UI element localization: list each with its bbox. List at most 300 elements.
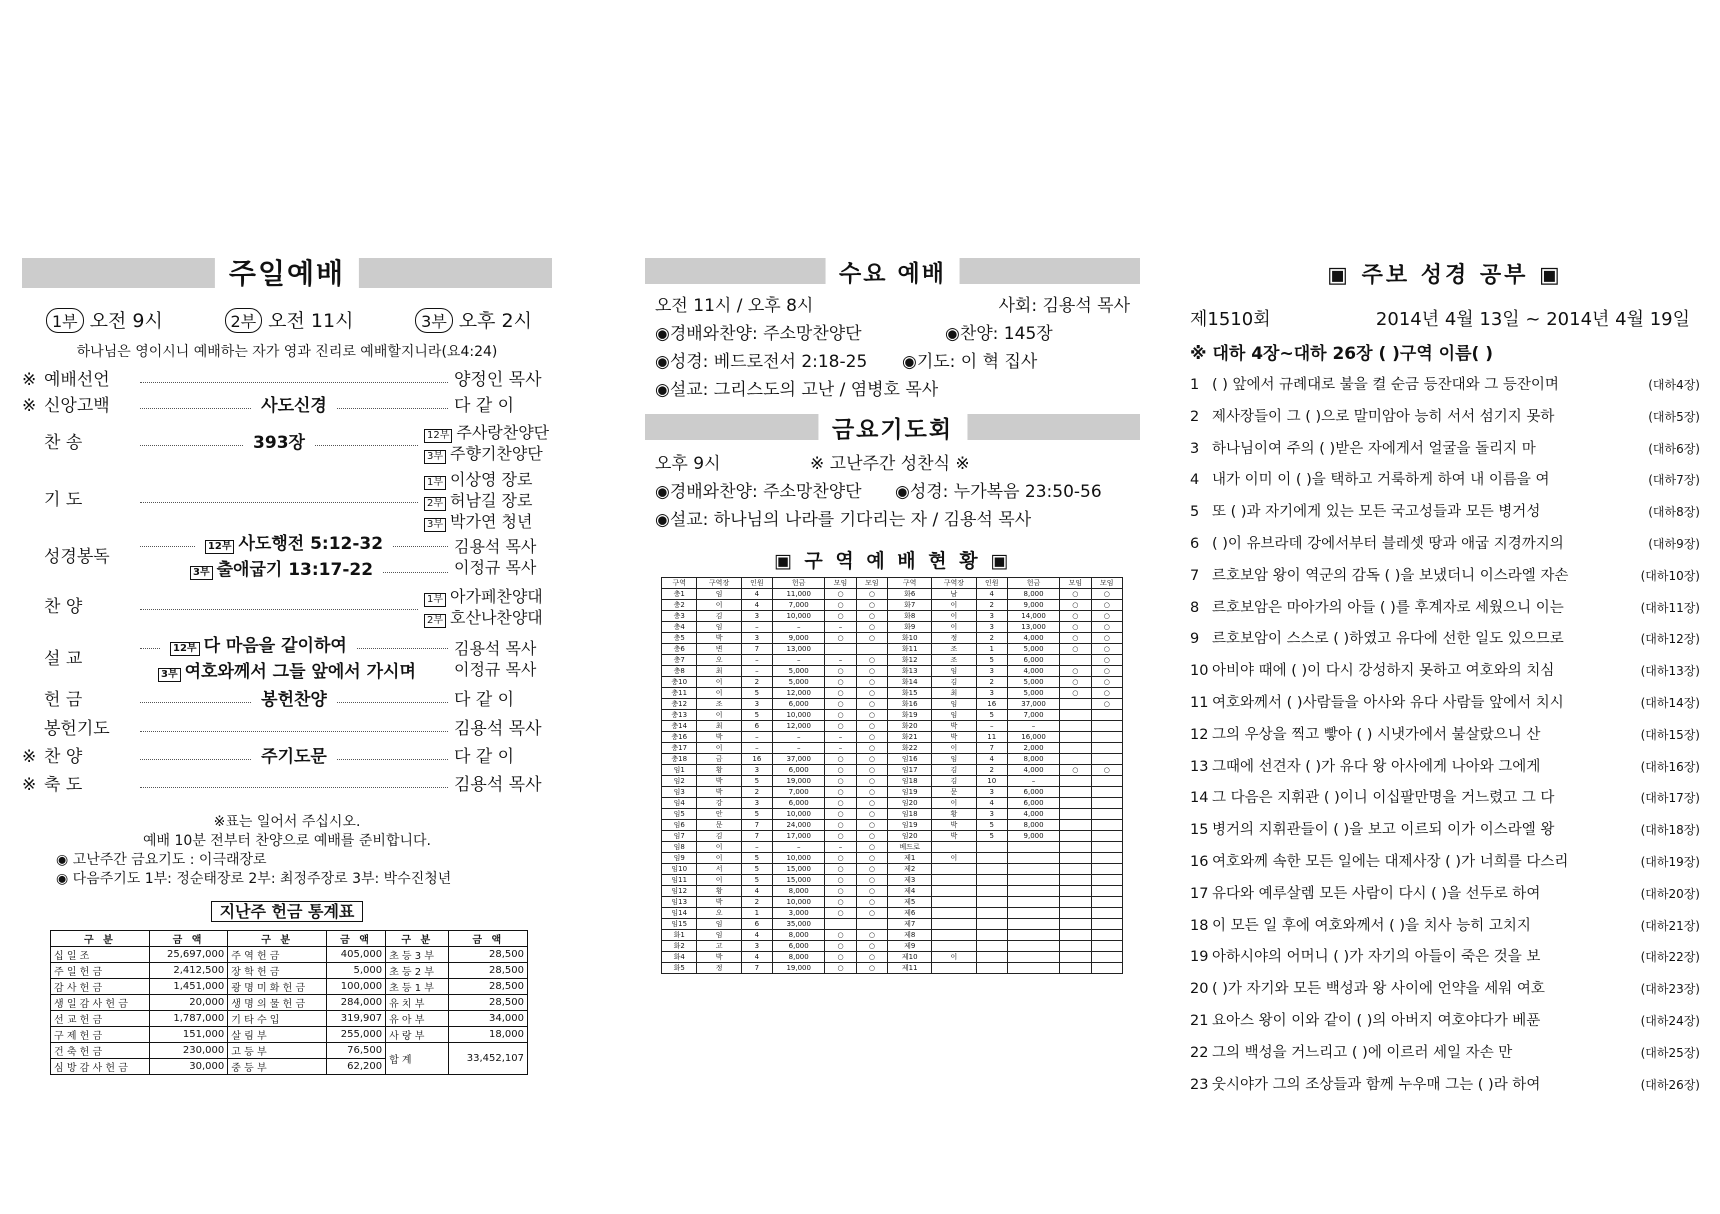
- study-range: ※ 대하 4장~대하 26장 ( )구역 이름( ): [1190, 344, 1493, 364]
- district-cell: 충18: [662, 754, 697, 765]
- district-cell: 6: [741, 721, 772, 732]
- offering-cell: 기 타 수 입: [228, 1011, 327, 1027]
- question-reference: (대하22장): [1640, 950, 1700, 965]
- district-cell: 5: [741, 688, 772, 699]
- district-cell: 9,000: [1007, 831, 1059, 842]
- district-cell: ○: [856, 732, 887, 743]
- district-cell: 임1: [662, 765, 697, 776]
- district-cell: 15,000: [773, 864, 825, 875]
- district-cell: ○: [825, 930, 856, 941]
- question-reference: (대하19장): [1640, 854, 1700, 869]
- district-row: [662, 831, 1123, 842]
- offering-row: [51, 979, 528, 995]
- question-number: 6: [1190, 535, 1200, 552]
- district-cell: [1007, 919, 1059, 930]
- district-cell: ○: [856, 798, 887, 809]
- district-cell: 박: [697, 633, 741, 644]
- district-cell: ○: [825, 754, 856, 765]
- district-cell: 충2: [662, 600, 697, 611]
- question-text: 여호와께서 ( )사람들을 아사와 유다 사람들 앞에서 치시: [1212, 694, 1564, 711]
- question-number: 9: [1190, 631, 1200, 648]
- question-reference: (대하20장): [1640, 886, 1700, 901]
- question-reference: (대하12장): [1640, 632, 1700, 647]
- district-cell: [976, 919, 1007, 930]
- district-cell: 변: [697, 644, 741, 655]
- district-title: ▣ 구 역 예 배 현 황 ▣: [773, 550, 1012, 572]
- district-cell: ○: [856, 666, 887, 677]
- service-time-1: 1부 오전 9시: [46, 306, 163, 333]
- offering-header-cell: 금 액: [149, 931, 228, 947]
- district-cell: 5: [741, 875, 772, 886]
- offering-title: 지난주 헌금 통계표: [22, 899, 552, 922]
- district-cell: [1060, 831, 1091, 842]
- district-cell: –: [773, 622, 825, 633]
- offering-cell: 28,500: [449, 947, 528, 963]
- district-cell: [1060, 809, 1091, 820]
- district-cell: [1060, 908, 1091, 919]
- question-number: 3: [1190, 440, 1200, 457]
- district-cell: [932, 919, 976, 930]
- district-cell: [1060, 930, 1091, 941]
- district-cell: ○: [825, 831, 856, 842]
- district-cell: ○: [1060, 633, 1091, 644]
- district-cell: ○: [1091, 677, 1122, 688]
- district-cell: ○: [1060, 644, 1091, 655]
- district-cell: 충14: [662, 721, 697, 732]
- question-text: 르호보암은 마아가의 아들 ( )를 후계자로 세웠으니 이는: [1212, 599, 1564, 616]
- order-row-praise: 찬 양 1부 아가페찬양대 2부 호산나찬양대: [44, 587, 543, 627]
- question-reference: (대하21장): [1640, 918, 1700, 933]
- district-cell: 6,000: [1007, 798, 1059, 809]
- district-cell: [856, 919, 887, 930]
- district-cell: 김: [697, 831, 741, 842]
- study-title: ▣ 주보 성경 공부 ▣: [1327, 263, 1563, 288]
- district-header-cell: 인원: [976, 578, 1007, 589]
- district-cell: 이: [697, 600, 741, 611]
- district-cell: 2: [741, 677, 772, 688]
- district-cell: –: [741, 732, 772, 743]
- question-item: [1190, 688, 1700, 720]
- district-cell: [1091, 820, 1122, 831]
- question-reference: (대하14장): [1640, 695, 1700, 710]
- district-cell: 제1: [888, 853, 932, 864]
- district-cell: 이: [697, 853, 741, 864]
- offering-cell: 255,000: [327, 1027, 386, 1043]
- district-cell: 충5: [662, 633, 697, 644]
- district-cell: 이: [932, 622, 976, 633]
- district-cell: 16: [741, 754, 772, 765]
- question-number: 13: [1190, 758, 1209, 775]
- order-row: ※ 신앙고백 사도신경 다 같 이: [22, 396, 515, 416]
- district-cell: 임: [932, 754, 976, 765]
- district-cell: [1007, 864, 1059, 875]
- offering-cell: 초 등 1 부: [386, 979, 449, 995]
- district-cell: 김: [932, 776, 976, 787]
- district-cell: 충1: [662, 589, 697, 600]
- district-cell: –: [741, 622, 772, 633]
- district-cell: ○: [825, 787, 856, 798]
- order-row-reading: 성경봉독 12부 사도행전 5:12-32 3부 출애굽기 13:17-22 김용석 목사 이정규 목사: [44, 534, 537, 580]
- district-cell: 임15: [662, 919, 697, 930]
- district-cell: 3: [976, 622, 1007, 633]
- friday-title: 금요기도회: [818, 411, 967, 444]
- district-cell: 화6: [888, 589, 932, 600]
- question-reference: (대하18장): [1640, 823, 1700, 838]
- district-cell: 3: [741, 765, 772, 776]
- district-cell: 11: [976, 732, 1007, 743]
- offering-cell: 1,451,000: [149, 979, 228, 995]
- district-cell: 9,000: [773, 633, 825, 644]
- district-cell: ○: [856, 886, 887, 897]
- offering-header-cell: 구 분: [228, 931, 327, 947]
- district-cell: –: [741, 842, 772, 853]
- district-cell: 2: [976, 677, 1007, 688]
- district-cell: [1007, 952, 1059, 963]
- district-cell: 2: [976, 633, 1007, 644]
- district-cell: 최: [697, 721, 741, 732]
- district-cell: 임18: [888, 776, 932, 787]
- question-number: 22: [1190, 1044, 1209, 1061]
- district-cell: –: [773, 743, 825, 754]
- district-cell: ○: [825, 721, 856, 732]
- district-cell: ○: [825, 864, 856, 875]
- district-cell: 임6: [662, 820, 697, 831]
- district-cell: 화22: [888, 743, 932, 754]
- district-cell: ○: [825, 963, 856, 974]
- question-item: [1190, 911, 1700, 943]
- district-cell: 임: [697, 930, 741, 941]
- district-cell: –: [773, 732, 825, 743]
- district-cell: ○: [825, 941, 856, 952]
- district-cell: 5: [976, 655, 1007, 666]
- district-row: [662, 864, 1123, 875]
- district-cell: ○: [856, 710, 887, 721]
- district-cell: 8,000: [773, 886, 825, 897]
- district-cell: 충12: [662, 699, 697, 710]
- district-cell: 5: [741, 853, 772, 864]
- district-cell: 박: [697, 776, 741, 787]
- district-cell: 황: [932, 809, 976, 820]
- offering-cell: 319,907: [327, 1011, 386, 1027]
- question-number: 21: [1190, 1012, 1209, 1029]
- question-item: [1190, 624, 1700, 656]
- district-cell: 조: [932, 655, 976, 666]
- district-cell: [1091, 842, 1122, 853]
- district-cell: ○: [856, 853, 887, 864]
- order-row: ※ 예배선언 양정인 목사: [22, 370, 542, 390]
- district-cell: ○: [825, 908, 856, 919]
- district-cell: [1060, 952, 1091, 963]
- order-row-hymn: 찬 송 393장 12부 주사랑찬양단 3부 주향기찬양단: [44, 423, 550, 463]
- offering-cell: 고 등 부: [228, 1043, 327, 1059]
- district-cell: [1060, 842, 1091, 853]
- district-header-cell: 구역: [662, 578, 697, 589]
- question-text: 르호보암 왕이 역군의 감독 ( )을 보냈더니 이스라엘 자손: [1212, 567, 1569, 584]
- district-cell: 문: [697, 820, 741, 831]
- question-text: 병거의 지휘관들이 ( )을 보고 이르되 이가 이스라엘 왕: [1212, 822, 1555, 839]
- offering-cell: 건 축 헌 금: [51, 1043, 150, 1059]
- district-cell: 임19: [888, 787, 932, 798]
- district-row: [662, 798, 1123, 809]
- question-item: [1190, 815, 1700, 847]
- district-cell: [1060, 710, 1091, 721]
- district-row: [662, 600, 1123, 611]
- district-cell: 임13: [662, 897, 697, 908]
- district-cell: –: [825, 743, 856, 754]
- district-cell: 서: [697, 864, 741, 875]
- district-cell: 김: [697, 611, 741, 622]
- district-cell: –: [741, 655, 772, 666]
- question-item: [1190, 497, 1700, 529]
- question-number: 14: [1190, 790, 1209, 807]
- offering-cell: 76,500: [327, 1043, 386, 1059]
- district-cell: 16: [976, 699, 1007, 710]
- district-row: [662, 655, 1123, 666]
- district-cell: 황: [697, 886, 741, 897]
- offering-cell: 초 등 3 부: [386, 947, 449, 963]
- district-cell: 임: [697, 589, 741, 600]
- district-header-cell: 모임: [1091, 578, 1122, 589]
- district-cell: ○: [1060, 677, 1091, 688]
- district-cell: ○: [856, 622, 887, 633]
- district-cell: ○: [1060, 666, 1091, 677]
- district-cell: ○: [1091, 765, 1122, 776]
- district-cell: 3: [741, 798, 772, 809]
- district-cell: 37,000: [1007, 699, 1059, 710]
- district-cell: 남: [932, 589, 976, 600]
- district-row: [662, 743, 1123, 754]
- question-item: [1190, 974, 1700, 1006]
- offering-header-cell: 금 액: [449, 931, 528, 947]
- district-cell: 7: [741, 644, 772, 655]
- district-cell: 박: [932, 820, 976, 831]
- district-cell: 4: [976, 754, 1007, 765]
- district-table: [661, 577, 1123, 974]
- district-cell: 이: [932, 611, 976, 622]
- district-cell: 5: [741, 776, 772, 787]
- district-cell: ○: [825, 600, 856, 611]
- question-number: 7: [1190, 567, 1200, 584]
- offering-cell: 100,000: [327, 979, 386, 995]
- district-cell: 8,000: [773, 930, 825, 941]
- district-cell: 최: [697, 666, 741, 677]
- question-text: 내가 이미 이 ( )을 택하고 거룩하게 하여 내 이름을 여: [1212, 472, 1550, 489]
- question-reference: (대하7장): [1648, 473, 1700, 488]
- district-cell: 12,000: [773, 688, 825, 699]
- question-text: ( ) 앞에서 규례대로 불을 켤 순금 등잔대와 그 등잔이며: [1212, 377, 1559, 393]
- district-cell: [1060, 886, 1091, 897]
- district-cell: 19,000: [773, 963, 825, 974]
- district-cell: 박: [932, 831, 976, 842]
- district-cell: 제2: [888, 864, 932, 875]
- friday-details: 오후 9시 ※ 고난주간 성찬식 ※ ◉경배와찬양: 주소망찬양단 ◉성경: 누가복음 23:50-56 ◉설교: 하나님의 나라를 기다리는 자 / 김용석 목사: [655, 454, 1102, 530]
- question-number: 19: [1190, 949, 1209, 966]
- district-row: [662, 875, 1123, 886]
- district-row: [662, 776, 1123, 787]
- offering-header-row: [51, 931, 528, 947]
- district-cell: 화5: [662, 963, 697, 974]
- district-cell: ○: [1060, 688, 1091, 699]
- district-row: [662, 941, 1123, 952]
- district-cell: ○: [1060, 611, 1091, 622]
- district-cell: ○: [856, 952, 887, 963]
- district-cell: 화15: [888, 688, 932, 699]
- district-cell: ○: [825, 853, 856, 864]
- district-cell: ○: [825, 699, 856, 710]
- question-text: ( )이 유브라데 강에서부터 블레셋 땅과 애굽 지경까지의: [1212, 535, 1564, 552]
- district-cell: 5,000: [773, 666, 825, 677]
- question-reference: (대하25장): [1640, 1045, 1700, 1060]
- district-cell: –: [741, 666, 772, 677]
- district-cell: –: [825, 732, 856, 743]
- district-cell: [1007, 930, 1059, 941]
- district-cell: 화12: [888, 655, 932, 666]
- district-cell: 10,000: [773, 710, 825, 721]
- offering-cell: 20,000: [149, 995, 228, 1011]
- district-cell: ○: [1060, 589, 1091, 600]
- district-cell: 정: [932, 633, 976, 644]
- district-cell: 제3: [888, 875, 932, 886]
- district-header-cell: 모임: [1060, 578, 1091, 589]
- offering-cell: 62,200: [327, 1059, 386, 1075]
- district-cell: 4,000: [1007, 666, 1059, 677]
- order-row: 헌 금 봉헌찬양 다 같 이: [44, 690, 515, 710]
- notes: ※표는 일어서 주십시오. 예배 10분 전부터 찬양으로 예배를 준비합니다. ◉ 고난주간 금요기도 : 이극래장로 ◉ 다음주기도 1부: 정순태장로 2부: 최정주장로 3부: 박수진청년: [56, 814, 452, 887]
- question-number: 12: [1190, 726, 1209, 743]
- district-cell: ○: [825, 820, 856, 831]
- district-cell: [1007, 886, 1059, 897]
- district-cell: ○: [856, 688, 887, 699]
- question-number: 11: [1190, 694, 1209, 711]
- district-cell: ○: [856, 721, 887, 732]
- question-item: [1190, 847, 1700, 879]
- district-row: [662, 919, 1123, 930]
- district-cell: ○: [856, 754, 887, 765]
- district-header-cell: 구역장: [697, 578, 741, 589]
- district-cell: 24,000: [773, 820, 825, 831]
- district-cell: –: [976, 721, 1007, 732]
- question-item: [1190, 1070, 1700, 1102]
- district-row: [662, 699, 1123, 710]
- district-cell: 11,000: [773, 589, 825, 600]
- order-row: ※ 축 도 김용석 목사: [22, 775, 542, 795]
- district-cell: 5: [976, 710, 1007, 721]
- district-cell: 5: [741, 809, 772, 820]
- district-cell: 임: [932, 699, 976, 710]
- district-cell: [1060, 732, 1091, 743]
- district-row: [662, 754, 1123, 765]
- district-cell: ○: [856, 765, 887, 776]
- district-cell: [932, 908, 976, 919]
- district-cell: 임19: [888, 820, 932, 831]
- district-cell: [976, 864, 1007, 875]
- district-cell: [1060, 941, 1091, 952]
- offering-cell: 생 명 의 물 헌 금: [228, 995, 327, 1011]
- district-row: [662, 853, 1123, 864]
- district-cell: ○: [825, 666, 856, 677]
- question-text: 하나님이여 주의 ( )받은 자에게서 얼굴을 돌리지 마: [1212, 440, 1536, 457]
- district-cell: 화10: [888, 633, 932, 644]
- district-cell: 화13: [888, 666, 932, 677]
- district-cell: ○: [856, 897, 887, 908]
- question-text: 아비야 때에 ( )이 다시 강성하지 못하고 여호와의 치심: [1212, 663, 1555, 680]
- question-reference: (대하24장): [1640, 1013, 1700, 1028]
- district-cell: [1091, 952, 1122, 963]
- question-item: [1190, 1006, 1700, 1038]
- offering-cell: 살 림 부: [228, 1027, 327, 1043]
- district-cell: 5,000: [1007, 688, 1059, 699]
- wednesday-title: 수요 예배: [825, 255, 960, 288]
- district-cell: [1060, 699, 1091, 710]
- district-cell: ○: [856, 809, 887, 820]
- question-text: 요아스 왕이 이와 같이 ( )의 아버지 여호야다가 베푼: [1212, 1012, 1541, 1029]
- district-cell: [1007, 941, 1059, 952]
- district-cell: ○: [825, 776, 856, 787]
- offering-row: [51, 995, 528, 1011]
- district-cell: 박: [697, 897, 741, 908]
- district-cell: 제11: [888, 963, 932, 974]
- district-cell: 3: [976, 666, 1007, 677]
- district-row: [662, 622, 1123, 633]
- offering-cell: 284,000: [327, 995, 386, 1011]
- district-cell: [1060, 963, 1091, 974]
- question-text: ( )가 자기와 모든 백성과 왕 사이에 언약을 세워 여호: [1212, 981, 1545, 998]
- district-cell: [1060, 820, 1091, 831]
- district-cell: 3: [741, 633, 772, 644]
- offering-cell: 25,697,000: [149, 947, 228, 963]
- district-cell: [1007, 963, 1059, 974]
- district-cell: [1060, 919, 1091, 930]
- district-cell: 제5: [888, 897, 932, 908]
- district-cell: 임4: [662, 798, 697, 809]
- district-cell: 14,000: [1007, 611, 1059, 622]
- question-reference: (대하16장): [1640, 759, 1700, 774]
- offering-cell: 초 등 2 부: [386, 963, 449, 979]
- district-cell: 임5: [662, 809, 697, 820]
- district-row: [662, 644, 1123, 655]
- district-cell: 3: [741, 611, 772, 622]
- district-cell: 화21: [888, 732, 932, 743]
- district-cell: [932, 842, 976, 853]
- service-time-2: 2부 오전 11시: [225, 306, 354, 333]
- district-cell: ○: [1091, 644, 1122, 655]
- question-item: [1190, 529, 1700, 561]
- offering-cell: 18,000: [449, 1027, 528, 1043]
- district-cell: [1007, 875, 1059, 886]
- district-cell: 19,000: [773, 776, 825, 787]
- district-cell: ○: [1091, 611, 1122, 622]
- district-cell: [976, 930, 1007, 941]
- offering-cell: 28,500: [449, 963, 528, 979]
- district-cell: ○: [856, 820, 887, 831]
- district-cell: 9,000: [1007, 600, 1059, 611]
- question-reference: (대하23장): [1640, 982, 1700, 997]
- district-cell: 박: [697, 952, 741, 963]
- district-cell: [856, 644, 887, 655]
- district-cell: 7: [976, 743, 1007, 754]
- district-cell: 금: [697, 754, 741, 765]
- district-cell: 화2: [662, 941, 697, 952]
- question-list: [1190, 370, 1700, 1101]
- offering-cell: 주 역 헌 금: [228, 947, 327, 963]
- offering-cell: 생 일 감 사 헌 금: [51, 995, 150, 1011]
- district-cell: 6,000: [773, 765, 825, 776]
- question-text: 그의 백성을 거느리고 ( )에 이르러 세일 자손 만: [1212, 1044, 1513, 1061]
- district-cell: [976, 875, 1007, 886]
- offering-cell: 구 제 헌 금: [51, 1027, 150, 1043]
- question-number: 17: [1190, 885, 1209, 902]
- district-cell: 5,000: [773, 677, 825, 688]
